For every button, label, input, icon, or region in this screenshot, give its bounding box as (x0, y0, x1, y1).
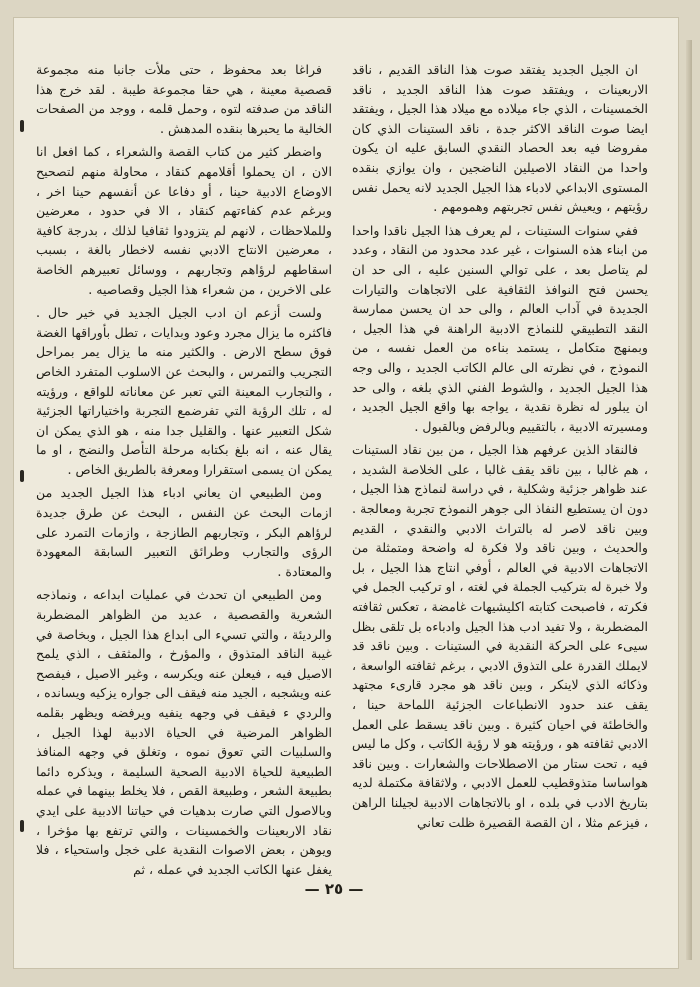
binding-hole (20, 820, 24, 832)
right-text-column (352, 60, 648, 860)
page-spine-edge (686, 40, 692, 960)
paragraph: ففي سنوات الستينات ، لم يعرف هذا الجيل ناقدا واحدا من ابناء هذه السنوات ، غير عدد محدود من النقاد ، وعدد لم يتاصل بعد ، على توالي السنين عليه ، الى حد ان يحسن فتح النوافذ الثقافية على الاتجاهات والتيارات الجديدة في آداب العالم ، والى حد ان يحسن ممارسة النقد التطبيقي للنماذج الادبية الراهنة في هذا الجيل ، وبمنهج متكامل ، يستمد بناءه من العمل نفسه ، من النموذج ، في نظرته الى عالم الكاتب الجديد ، والى وجه هذا الجيل الجديد ، والشوط الفني الذي بلغه ، والى حد ان يبلور له نظرة نقدية ، يواجه بها واقع الجيل الجديد ، ومسيرته الادبية ، بالتقييم وبالرفض وبالقبول . (352, 222, 648, 434)
paragraph: ومن الطبيعي ان يعاني ادباء هذا الجيل الجديد من ازمات البحث عن النفس ، البحث عن طرق جديدة لرؤاهم البكر ، وتجاربهم الطازجة ، وازمات التمرد على الرؤى والتجارب وطرائق التعبير السابقة المعهودة والمعتادة . (36, 485, 332, 579)
binding-hole (20, 470, 24, 482)
binding-hole (20, 120, 24, 132)
paragraph: ومن الطبيعي ان تحدث في عمليات ابداعه ، ونماذجه الشعرية والقصصية ، عديد من الظواهر المضطربة والرديئة ، والتي تسيء الى ابداع هذا الجيل ، وبخاصة في غيبة الناقد المتذوق ، والمؤرخ ، والمثقف ، الذي يلمح الاصيل فيه ، فيعلن عنه ويكرسه ، وغير الاصيل ، فيفصح عنه ويشجبه ، الجيد منه فيقف الى جواره يزكيه ويسانده ، والردي ء فيقف في وجهه ينفيه ويرفضه ويظهر بقلمه الظواهر المرضية في الحياة الادبية لهذا الجيل ، والسلبيات التي تعوق نموه ، وتغلق في وجهه المنافذ الطبيعية للحياة الادبية الصحية السليمة ، ويذكره دائما بطبيعة الشعر ، وطبيعة القص ، فلا يخلط بينهما في عمله وبالاصول التي صارت بدهيات في حياتنا الادبية على ايدي نقاد الاربعينات والخمسينات ، والتي ترتفع بها مؤخرا ، ويوهن ، بعض الاصوات النقدية على خجل واستحياء ، فلا يغفل عنها الكاتب الجديد في عمله ، ثم (36, 587, 332, 877)
paragraph: فراغا بعد محفوظ ، حتى ملأت جانبا منه مجموعة قصصية معينة ، هي حقا مجموعة طيبة . لقد خرج هذا الناقد من صدفته لتوه ، وحمل قلمه ، ووجد من الصفحات الخالية ما يحبرها بنقده المدهش . (36, 62, 332, 136)
paragraph: ولست أزعم ان ادب الجيل الجديد في خير حال . فاكثره ما يزال مجرد وعود وبدايات ، تطل بأوراقها الغضة فوق سطح الارض . والكثير منه ما يزال يمر بمراحل التجريب والتمرس ، والبحث عن الاسلوب المتفرد الخاص ، والتجارب المعينة التي تعبر عن معاناته للواقع ، ورؤيته له ، تلك الرؤية التي تفرضمع التجربة واختياراتها الجزئية شكل التعبير عنها . والقليل جدا منه ، هو الذي يمكن ان يقال عنه ، انه بلغ بكتابه مرحلة التأصل والنضج ، او ما يمكن ان يسمى استقرارا ومعرفة بالطريق الخاص . (36, 305, 332, 477)
paragraph: ان الجيل الجديد يفتقد صوت هذا الناقد القديم ، ناقد الاربعينات ، ويفتقد صوت هذا الناقد الجديد ، ناقد الخمسينات ، الذي جاء ميلاده مع ميلاد هذا الجيل ، ويفتقد ايضا صوت الناقد الاكثر جدة ، ناقد الستينات الذي كان مفروضا فيه بعد الحصاد النقدي السابق عليه ان يكون واحدا من النقاد الاصيلين الناضجين ، وان يوازي بنقده المستوى الابداعي لادباء هذا الجيل الجديد لانه يحمل نفس رؤيتهم ، ويعيش نفس تجربتهم وهمومهم . (352, 62, 648, 215)
left-text-column (36, 60, 332, 877)
page-number: — ٢٥ — (304, 880, 364, 898)
paragraph: واضطر كثير من كتاب القصة والشعراء ، كما افعل انا الان ، ان يحملوا أقلامهم كنقاد ، محاولة منهم لتصحيح الاوضاع الادبية حينا ، أو دفاعا عن أنفسهم حينا اخر ، وبرغم عدم كفاءتهم كنقاد ، الا في حدود ، معرضين وللملاحظات ، لانهم لم يتزودوا ثقافيا لذلك ، بدرجة كافية ، معرضين الانتاج الادبي نفسه لاخطار بالغة ، بسبب اسقاطهم لرؤاهم وتجاربهم ، ووسائل تعبيرهم الخاصة على الاخرين ، من شعراء هذا الجيل وقصاصيه . (36, 144, 332, 297)
paragraph: فالنقاد الذين عرفهم هذا الجيل ، من بين نقاد الستينات ، هم غالبا ، بين ناقد يقف غالبا ، على الخلاصة الشديد ، عند ظواهر جزئية وشكلية ، في دراسة لنماذج هذا الجيل ، دون ان يستطيع النفاذ الى جوهر النموذج تجربة ومعالجة . وبين ناقد لاصر له بالتراث الادبي والنقدي ، القديم والحديث ، وبين ناقد ولا فكرة له واضحة ومتمثلة من الاتجاهات الادبية في العالم ، أوفي انتاج هذا الجيل ، بل ولا خبرة له بتركيب الجملة في لغته ، او تركيب الجمل في فكرته ، فاصبحت كتابته اكليشيهات غامضة ، تعكس ثقافته المضطربة ، ولا تفيد ادب هذا الجيل وادباءه بل تلقى بظل سيىء على الحركة النقدية في الستينات . وبين ناقد قد لايملك القدرة على التذوق الادبي ، برغم ثقافته الواسعة ، وذكائه الذي لاينكر ، وبين ناقد هو مجرد قارىء مجتهد يقف عند حدود الانطباعات الجزئية اللماحة حينا ، والخاطئة في احيان كثيرة . وبين ناقد يسقط على العمل الادبي ثقافته هو ، ورؤيته هو لا رؤية الكاتب ، وكل ما ليس فيه ، تحت ستار من الاصطلاحات والشعارات . وبين ناقد هواساسا متذوقطيب للعمل الادبي ، ولاثقافة مكتملة لديه بتاريخ الادب في بلده ، او بالاتجاهات الادبية لجيلنا الراهن ، فيزعم مثلا ، ان القصة القصيرة ظلت تعاني (352, 442, 648, 830)
